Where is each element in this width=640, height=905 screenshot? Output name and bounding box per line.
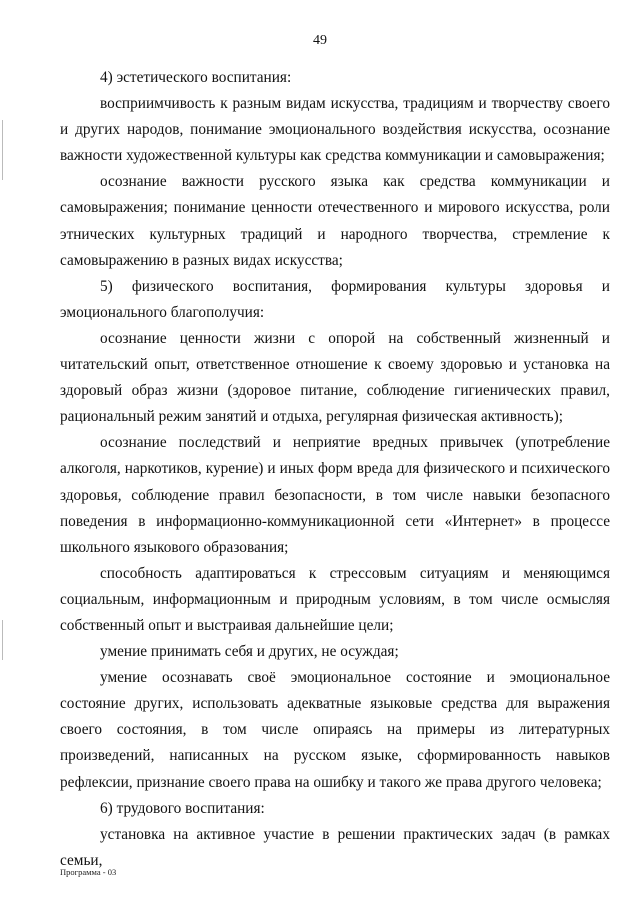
paragraph: осознание последствий и неприятие вредных привычек (употребление алкоголя, наркотиков, курение) и иных форм вреда для физического и психического здоровья, соблюдение правил безопасности, в том числе навыки безопасного поведения в информационно-коммуникационной сети «Интернет» в процессе школьного языкового образования;: [60, 434, 610, 556]
body-text: [60, 65, 610, 874]
paragraph: умение принимать себя и других, не осуждая;: [100, 643, 399, 661]
page-number: 49: [313, 33, 327, 48]
scan-edge-mark: [2, 120, 3, 180]
paragraph: восприимчивость к разным видам искусства, традициям и творчеству своего и других народов, понимание эмоционального воздействия искусства, осознание важности художественной культуры как средства коммуникации и самовыражения;: [60, 95, 610, 165]
paragraph: осознание ценности жизни с опорой на собственный жизненный и читательский опыт, ответственное отношение к своему здоровью и установка на здоровый образ жизни (здоровое питание, соблюдение гигиенических правил, рациональный режим занятий и отдыха, регулярная физическая активность);: [60, 329, 610, 426]
section-heading: 5) физического воспитания, формирования культуры здоровья и эмоционального благополучия:: [60, 277, 610, 321]
paragraph: умение осознавать своё эмоциональное состояние и эмоциональное состояние других, использовать адекватные языковые средства для выражения своего состояния, в том числе опираясь на примеры из литературных произведений, написанных на русском языке, сформированность навыков рефлексии, признание своего права на ошибку и такого же права другого человека;: [60, 669, 610, 791]
footer-label: Программа - 03: [60, 867, 117, 877]
paragraph: осознание важности русского языка как средства коммуникации и самовыражения; понимание ценности отечественного и мирового искусства, роли этнических культурных традиций и народного творчества, стремление к самовыражению в разных видах искусства;: [60, 173, 610, 269]
paragraph: установка на активное участие в решении практических задач (в рамках семьи,: [60, 825, 610, 869]
section-heading: 6) трудового воспитания:: [100, 799, 265, 817]
scan-edge-mark: [2, 620, 3, 660]
paragraph: способность адаптироваться к стрессовым ситуациям и меняющимся социальным, информационным и природным условиям, в том числе осмысляя собственный опыт и выстраивая дальнейшие цели;: [60, 564, 610, 634]
section-heading: 4) эстетического воспитания:: [100, 69, 292, 86]
